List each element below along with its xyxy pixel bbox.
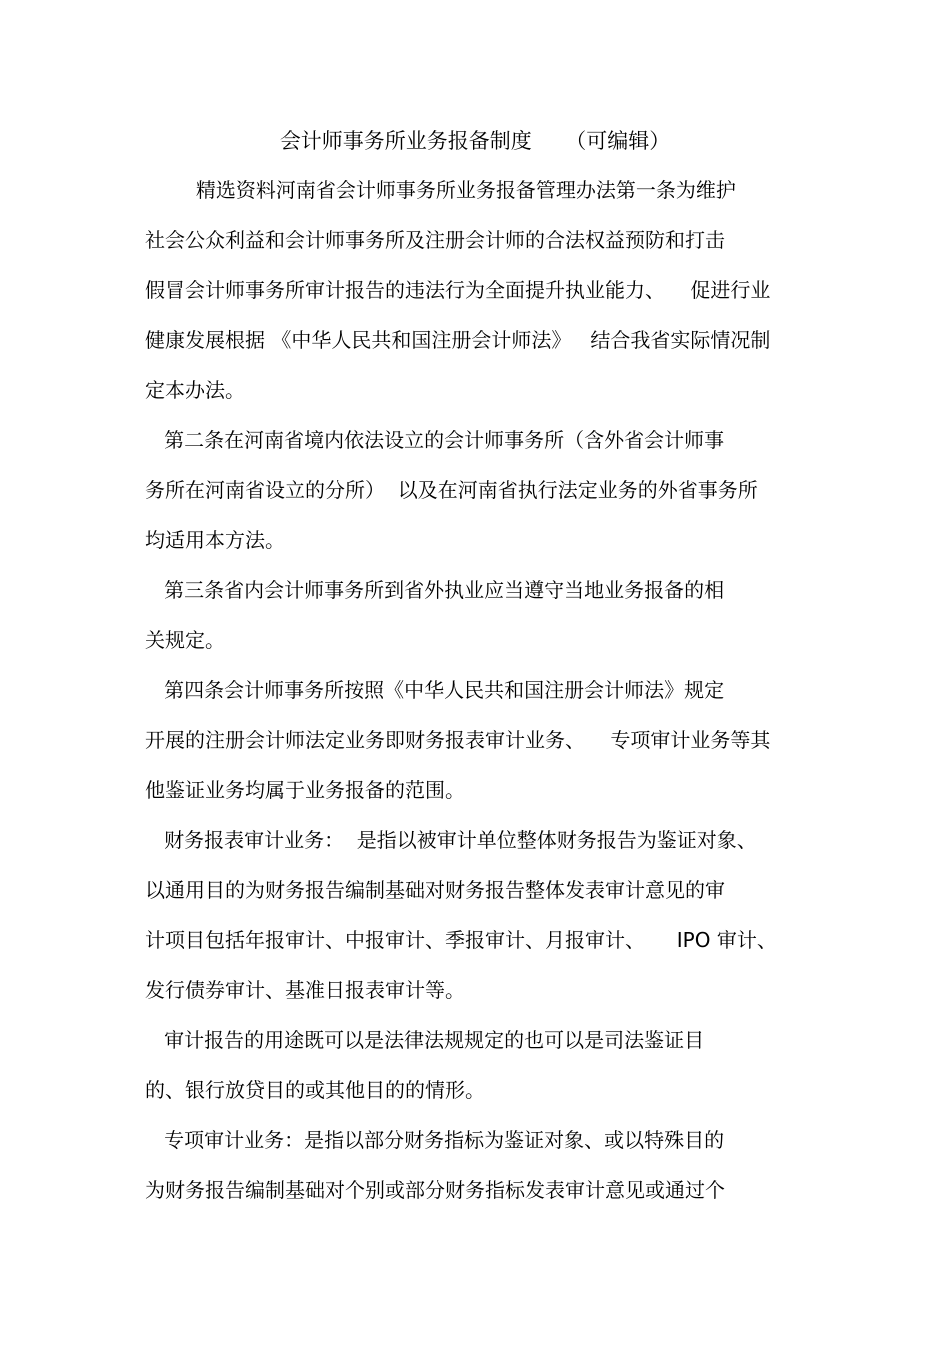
text-line: 发行债券审计、基准日报表审计等。 (145, 978, 465, 1002)
text-line: 以通用目的为财务报告编制基础对财务报告整体发表审计意见的审 (145, 878, 725, 902)
text-line: 为财务报告编制基础对个别或部分财务指标发表审计意见或通过个 (145, 1178, 725, 1202)
text-line: 财务报表审计业务： 是指以被审计单位整体财务报告为鉴证对象、 (145, 828, 757, 852)
text-line: 审计报告的用途既可以是法律法规规定的也可以是司法鉴证目 (145, 1028, 705, 1052)
text-line: 均适用本方法。 (145, 528, 285, 552)
document-title: 会计师事务所业务报备制度 （可编辑） (279, 129, 671, 153)
text-line: 他鉴证业务均属于业务报备的范围。 (145, 778, 465, 802)
text-line: 计项目包括年报审计、中报审计、季报审计、月报审计、 IPO 审计、 (145, 928, 777, 952)
text-line: 务所在河南省设立的分所） 以及在河南省执行法定业务的外省事务所 (145, 478, 758, 502)
text-line: 健康发展根据 《中华人民共和国注册会计师法》 结合我省实际情况制 (145, 328, 771, 352)
text-line: 社会公众利益和会计师事务所及注册会计师的合法权益预防和打击 (145, 228, 725, 252)
text-line: 第四条会计师事务所按照《中华人民共和国注册会计师法》规定 (145, 678, 725, 702)
text-line: 的、银行放贷目的或其他目的的情形。 (145, 1078, 485, 1102)
text-line: 假冒会计师事务所审计报告的违法行为全面提升执业能力、 促进行业 (145, 278, 771, 302)
text-line: 开展的注册会计师法定业务即财务报表审计业务、 专项审计业务等其 (145, 728, 771, 752)
text-line: 专项审计业务：是指以部分财务指标为鉴证对象、或以特殊目的 (145, 1128, 725, 1152)
text-line: 精选资料河南省会计师事务所业务报备管理办法第一条为维护 (145, 178, 736, 202)
text-line: 关规定。 (145, 628, 225, 652)
text-line: 定本办法。 (145, 378, 245, 402)
text-line: 第二条在河南省境内依法设立的会计师事务所（含外省会计师事 (145, 428, 725, 452)
text-line: 第三条省内会计师事务所到省外执业应当遵守当地业务报备的相 (145, 578, 725, 602)
